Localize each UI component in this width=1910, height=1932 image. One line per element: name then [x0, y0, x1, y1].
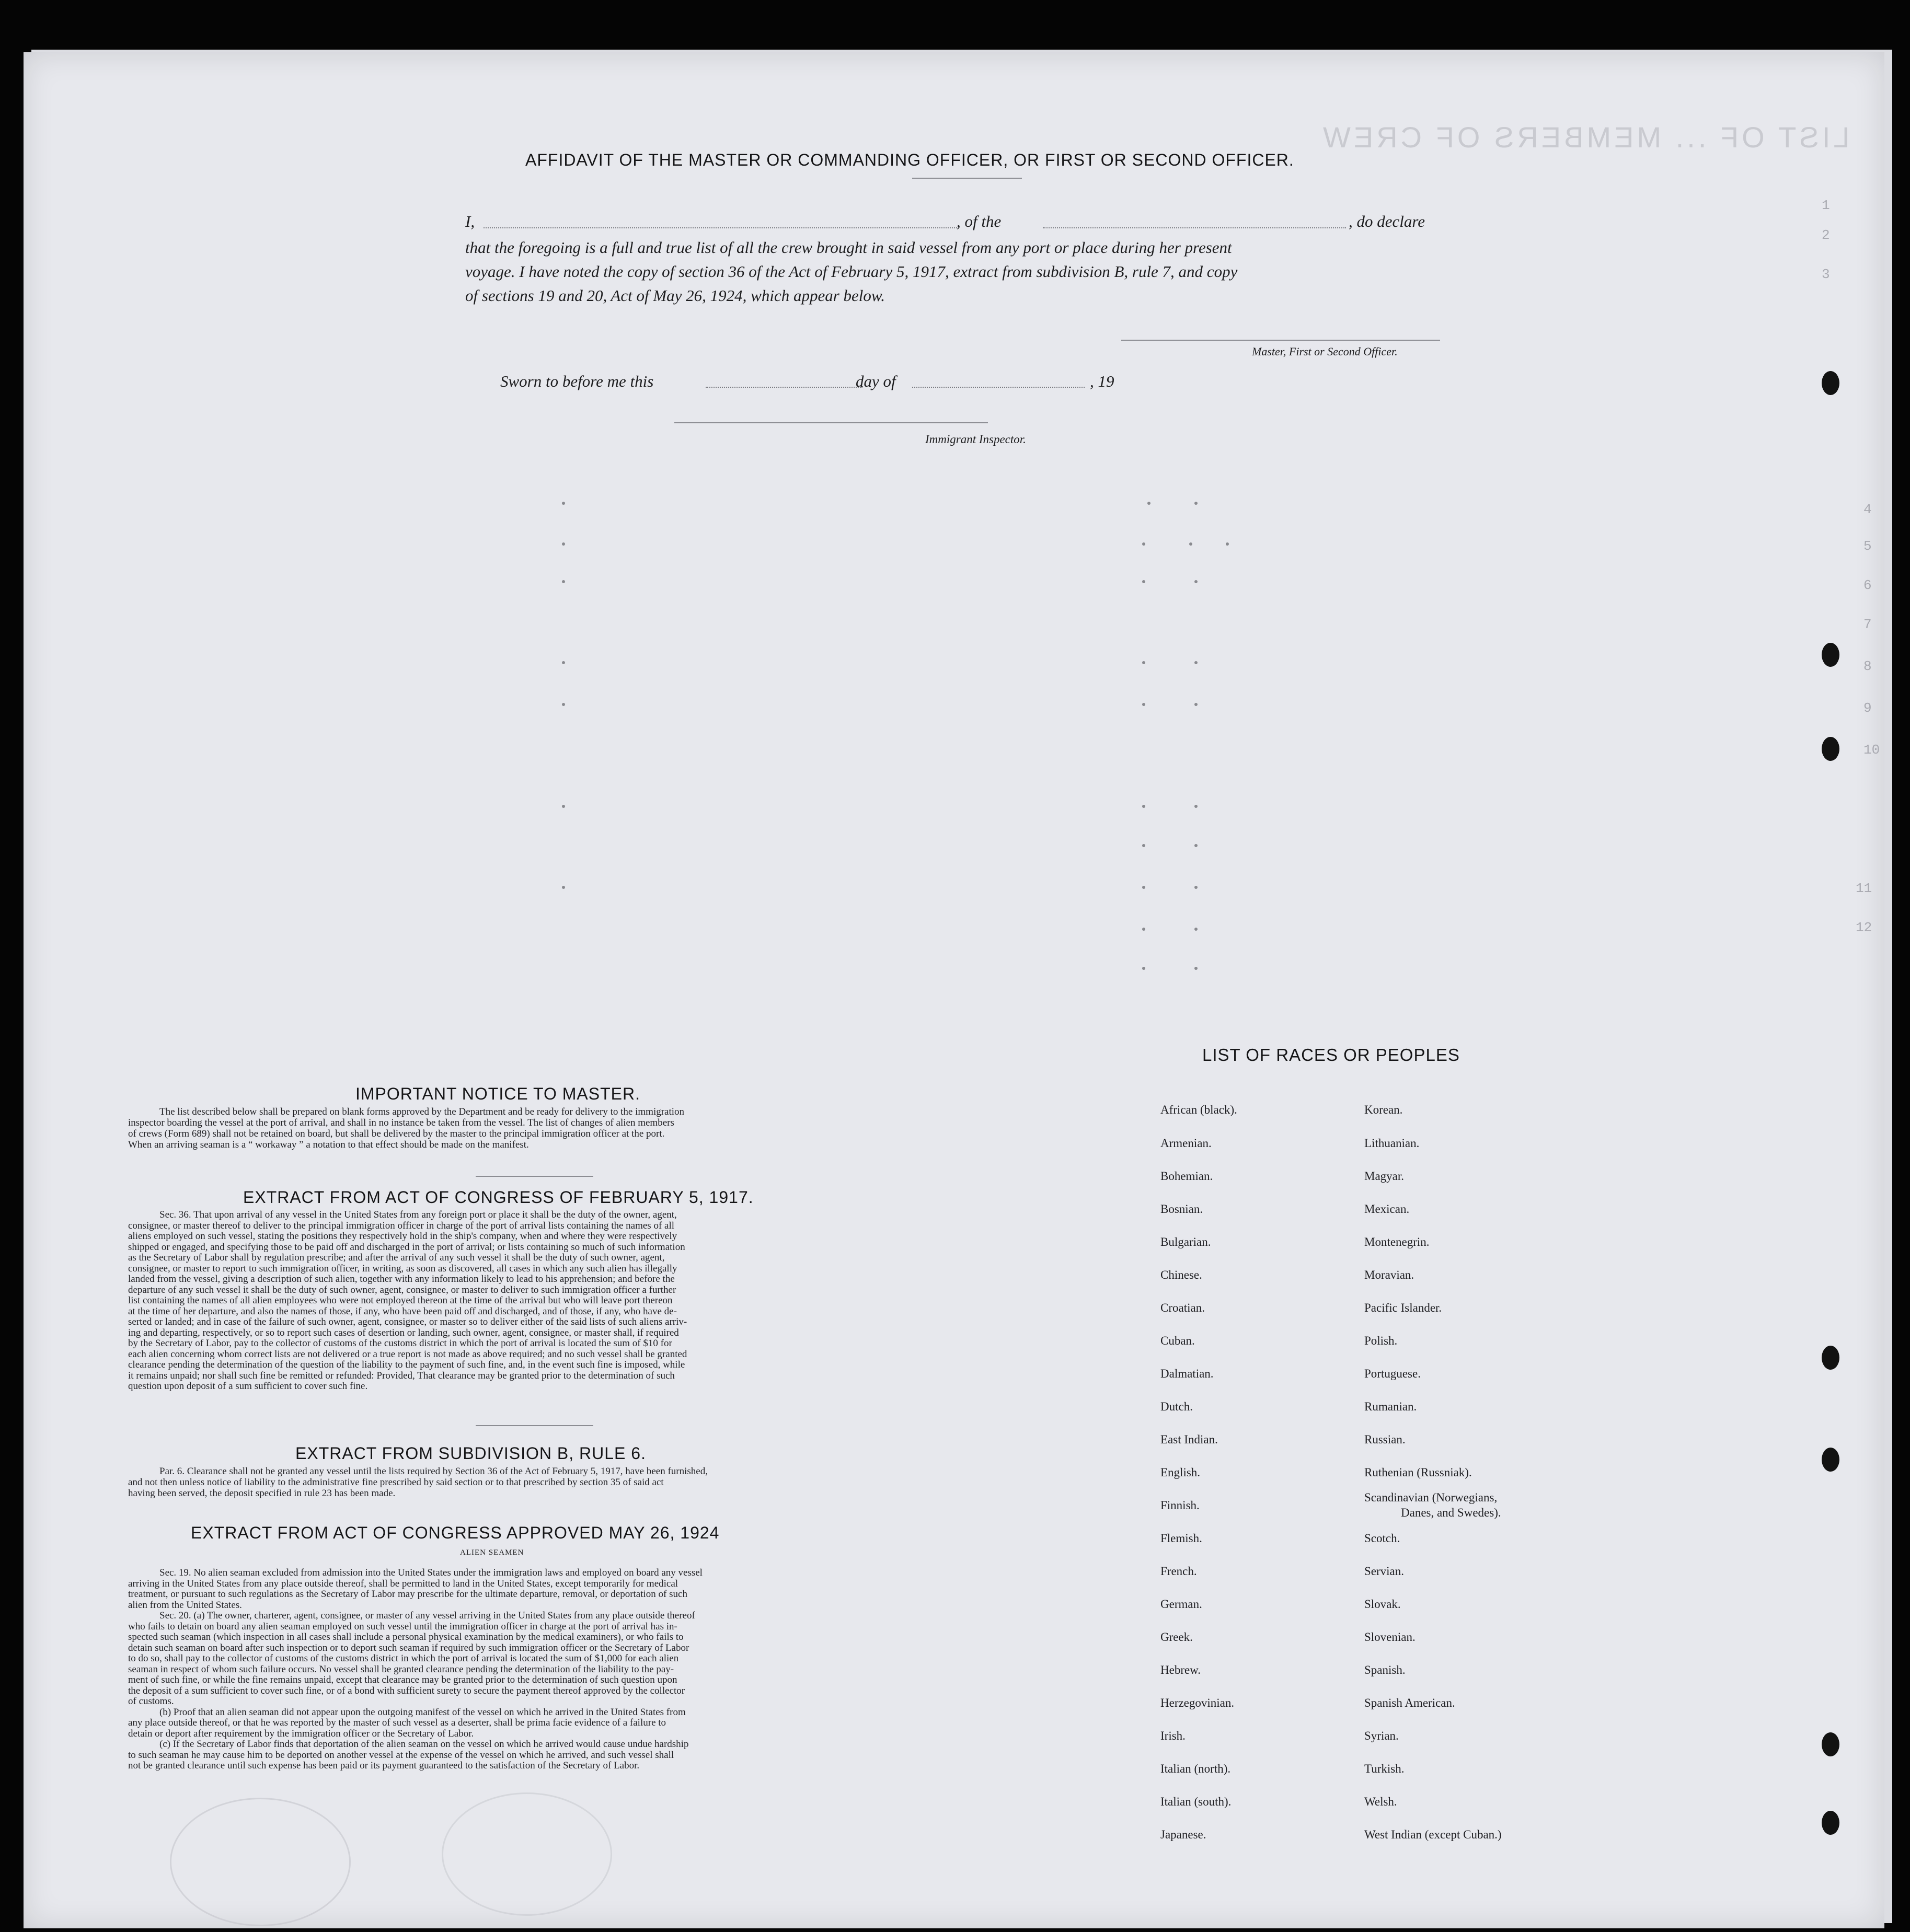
extract-1924-line: the deposit of a sum sufficient to cover such fine, or of a bond with sufficient surety to secure the payment thereof approved by the collector: [128, 1685, 685, 1696]
bleed-dot: [1147, 502, 1150, 505]
race-item: Greek.: [1160, 1630, 1193, 1644]
bleed-dot: [1142, 844, 1145, 847]
bleed-through-header: LIST OF ... MEMBERS OF CREW: [1320, 121, 1850, 154]
punch-hole: [1822, 1811, 1839, 1835]
extract-1917-body: [128, 1210, 928, 1392]
bleed-dot: [562, 703, 565, 706]
extract-1924-line: detain or deport after requirement by the immigration officer or the Secretary of Labor.: [128, 1728, 474, 1739]
bleed-mark: 12: [1856, 920, 1872, 935]
race-item: Scotch.: [1364, 1532, 1400, 1545]
extract-1917-line: consignee, or master thereof to deliver to the principal immigration officer in charge of the port of arrival lists containing the names of all: [128, 1220, 675, 1231]
bleed-mark: 2: [1822, 227, 1830, 243]
affidavit-title: AFFIDAVIT OF THE MASTER OR COMMANDING OFFICER, OR FIRST OR SECOND OFFICER.: [525, 151, 1294, 169]
section-divider: [476, 1425, 593, 1426]
race-item: Moravian.: [1364, 1268, 1414, 1281]
sworn-month-field[interactable]: [912, 387, 1085, 388]
rule-6-line: and not then unless notice of liability to the administrative fine prescribed by said section or to that prescribed by section 35 of said act: [128, 1477, 664, 1488]
race-item: Italian (north).: [1160, 1762, 1231, 1775]
vessel-field[interactable]: [1043, 227, 1346, 228]
extract-1924-line: to such seaman he may cause him to be deported on another vessel at the expense of the vessel on which he arrived, and such vessel shall: [128, 1749, 674, 1761]
bleed-dot: [562, 542, 565, 546]
inspector-caption: Immigrant Inspector.: [925, 433, 1026, 446]
bleed-dot: [1194, 661, 1198, 664]
race-item: Armenian.: [1160, 1137, 1212, 1150]
extract-1917-title: EXTRACT FROM ACT OF CONGRESS OF FEBRUARY 5, 1917.: [243, 1188, 754, 1207]
race-item: Hebrew.: [1160, 1663, 1201, 1676]
race-item: Magyar.: [1364, 1170, 1405, 1183]
race-item: Korean.: [1364, 1103, 1403, 1116]
race-item: Spanish.: [1364, 1663, 1406, 1676]
extract-1917-line: Sec. 36. That upon arrival of any vessel in the United States from any foreign port or place it shall be the duty of the owner, agent,: [159, 1209, 677, 1220]
extract-1917-line: as the Secretary of Labor shall by regulation prescribe; and after the arrival of any such vessel it shall be the duty of such owner, agent,: [128, 1252, 665, 1263]
bleed-dot: [1142, 661, 1145, 664]
bleed-mark: 7: [1863, 617, 1872, 632]
bleed-dot: [1194, 886, 1198, 889]
extract-1924-line: detain such seaman on board after such inspection or to deport such seaman if required by such immigration officer or the Secretary of Labor: [128, 1642, 689, 1653]
race-item: Mexican.: [1364, 1202, 1410, 1216]
extract-1917-line: consignee, or master to report to such immigration officer, in writing, as soon as discovered, all cases in which any such alien has illegally: [128, 1263, 677, 1274]
affidavit-of-the: , of the: [957, 212, 1002, 230]
extract-1924-body: [128, 1568, 928, 1772]
sworn-day-of: day of: [856, 372, 896, 390]
notice-title: IMPORTANT NOTICE TO MASTER.: [355, 1084, 640, 1103]
inspector-signature-line[interactable]: [674, 422, 988, 423]
punch-hole: [1822, 1346, 1839, 1370]
bleed-dot: [1194, 928, 1198, 931]
bleed-dot: [1194, 844, 1198, 847]
race-item: Danes, and Swedes).: [1401, 1506, 1501, 1519]
race-item: Slovak.: [1364, 1598, 1401, 1611]
punch-hole: [1822, 1732, 1839, 1756]
race-item: French.: [1160, 1565, 1197, 1578]
name-field[interactable]: [484, 227, 959, 228]
sworn-date-field[interactable]: [706, 387, 862, 388]
race-item: Welsh.: [1364, 1795, 1397, 1808]
sworn-prefix: Sworn to before me this: [500, 372, 654, 390]
bleed-dot: [1189, 542, 1192, 546]
punch-hole: [1822, 1448, 1839, 1472]
bleed-dot: [1142, 805, 1145, 808]
race-item: Croatian.: [1160, 1301, 1205, 1314]
extract-1924-line: spected such seaman (which inspection in all cases shall include a personal physical examination by the medical examiners), or who fails to: [128, 1632, 684, 1642]
race-item: Turkish.: [1364, 1762, 1405, 1775]
master-caption: Master, First or Second Officer.: [1252, 345, 1398, 358]
notice-body: [128, 1106, 928, 1150]
punch-hole: [1822, 371, 1839, 395]
race-item: Portuguese.: [1364, 1367, 1421, 1380]
affidavit-line-4: of sections 19 and 20, Act of May 26, 1924, which appear below.: [465, 286, 885, 305]
extract-1917-line: ing and departing, respectively, or so to report such cases of desertion or landing, such owner, agent, consignee, or master shall, if required: [128, 1327, 679, 1338]
race-item: Italian (south).: [1160, 1795, 1232, 1808]
extract-1917-line: it remains unpaid; nor shall such fine be remitted or refunded: Provided, That clearance may be granted prior to the determination of such: [128, 1370, 675, 1381]
race-item: Syrian.: [1364, 1729, 1399, 1742]
rule-6-line: Par. 6. Clearance shall not be granted any vessel until the lists required by Section 36 of the Act of February 5, 1917, have been furnished,: [159, 1466, 708, 1477]
bleed-dot: [1142, 580, 1145, 583]
extract-1917-line: list containing the names of all alien employees who were not employed thereon at the time of the arrival but who will leave port thereon: [128, 1295, 673, 1306]
race-item: Rumanian.: [1364, 1400, 1417, 1413]
race-item: Bosnian.: [1160, 1202, 1203, 1216]
race-item: Dalmatian.: [1160, 1367, 1214, 1380]
race-item: Irish.: [1160, 1729, 1186, 1742]
bleed-mark: 6: [1863, 577, 1872, 593]
race-item: English.: [1160, 1466, 1201, 1479]
bleed-mark: 9: [1863, 700, 1872, 716]
race-item: Ruthenian (Russniak).: [1364, 1466, 1472, 1479]
race-item: African (black).: [1160, 1103, 1237, 1116]
bleed-mark: 8: [1863, 658, 1872, 674]
punch-hole: [1822, 643, 1839, 667]
bleed-dot: [1194, 703, 1198, 706]
races-title: LIST OF RACES OR PEOPLES: [1202, 1045, 1460, 1065]
race-item: German.: [1160, 1598, 1202, 1611]
bleed-mark: 4: [1863, 502, 1872, 517]
extract-1924-line: arriving in the United States from any place outside thereof, shall be permitted to land in the United States, except temporarily for medical: [128, 1578, 678, 1589]
extract-1924-subtitle: ALIEN SEAMEN: [460, 1548, 524, 1557]
extract-1924-line: any place outside thereof, or that he was reported by the master of such vessel as a deserter, shall be prima facie evidence of a failure to: [128, 1717, 666, 1728]
race-item: Finnish.: [1160, 1499, 1200, 1512]
affidavit-declare: , do declare: [1349, 212, 1425, 230]
extract-1924-line: (b) Proof that an alien seaman did not appear upon the outgoing manifest of the vessel on which he arrived in the United States from: [159, 1706, 686, 1718]
master-signature-line[interactable]: [1121, 340, 1440, 341]
race-item: Polish.: [1364, 1334, 1398, 1347]
race-item: Chinese.: [1160, 1268, 1202, 1281]
extract-1917-line: landed from the vessel, giving a description of such alien, together with any information likely to lead to his apprehension; and before the: [128, 1274, 675, 1285]
race-item: Bulgarian.: [1160, 1235, 1211, 1248]
section-divider: [476, 1176, 593, 1177]
bleed-dot: [562, 886, 565, 889]
bleed-dot: [562, 661, 565, 664]
race-item: Spanish American.: [1364, 1696, 1455, 1709]
rule-6-body: [128, 1466, 928, 1499]
extract-1917-line: each alien concerning whom correct lists are not delivered or a true report is not made as above required; and no such vessel shall be granted: [128, 1348, 687, 1360]
title-underline: [912, 178, 1022, 179]
extract-1924-line: Sec. 19. No alien seaman excluded from admission into the United States under the immigration laws and employed on board any vessel: [159, 1567, 703, 1578]
affidavit-line-2: that the foregoing is a full and true list of all the crew brought in said vessel from any port or place during her present: [465, 238, 1232, 257]
notice-line: The list described below shall be prepared on blank forms approved by the Department and be ready for delivery to the immigration: [159, 1106, 685, 1117]
race-item: Japanese.: [1160, 1828, 1206, 1841]
extract-1917-line: serted or landed; and in case of the failure of such owner, agent, consignee, or master so to deliver either of the said lists of such aliens arriv-: [128, 1316, 687, 1327]
race-item: Dutch.: [1160, 1400, 1193, 1413]
extract-1924-line: Sec. 20. (a) The owner, charterer, agent, consignee, or master of any vessel arriving in the United States from any place outside thereof: [159, 1610, 695, 1621]
race-item: Servian.: [1364, 1565, 1405, 1578]
race-item: Flemish.: [1160, 1532, 1202, 1545]
race-item: Slovenian.: [1364, 1630, 1416, 1644]
notice-line: of crews (Form 689) shall not be retained on board, but shall be delivered by the master to the principal immigration officer at the port.: [128, 1128, 665, 1139]
race-item: Montenegrin.: [1364, 1235, 1430, 1248]
race-item: Cuban.: [1160, 1334, 1195, 1347]
bleed-dot: [1194, 805, 1198, 808]
race-item: Bohemian.: [1160, 1170, 1213, 1183]
document-page: [24, 52, 1884, 1928]
bleed-dot: [1142, 886, 1145, 889]
bleed-dot: [562, 502, 565, 505]
rule-6-title: EXTRACT FROM SUBDIVISION B, RULE 6.: [295, 1444, 646, 1463]
extract-1924-line: ment of such fine, or while the fine remains unpaid, except that clearance may be granted prior to the determination of such question upon: [128, 1674, 677, 1685]
bleed-dot: [1194, 580, 1198, 583]
stamp-impression: [170, 1798, 351, 1926]
affidavit-i: I,: [465, 212, 475, 230]
race-item: Lithuanian.: [1364, 1137, 1420, 1150]
race-item: Russian.: [1364, 1433, 1406, 1446]
extract-1924-line: not be granted clearance until such expense has been paid or its payment guaranteed to the satisfaction of the Secretary of Labor.: [128, 1760, 640, 1771]
extract-1917-line: clearance pending the determination of the question of the liability to the payment of such fine, and, in the event such fine is imposed, while: [128, 1359, 685, 1370]
race-item: Scandinavian (Norwegians,: [1364, 1491, 1498, 1504]
extract-1924-title: EXTRACT FROM ACT OF CONGRESS APPROVED MAY 26, 1924: [191, 1523, 720, 1542]
extract-1917-line: departure of any such vessel it shall be the duty of such owner, agent, consignee, or master to deliver to such immigration officer a further: [128, 1284, 676, 1295]
bleed-mark: 11: [1856, 881, 1872, 896]
notice-line: inspector boarding the vessel at the port of arrival, and shall in no instance be taken from the vessel. The list of changes of alien members: [128, 1117, 674, 1128]
bleed-dot: [1142, 542, 1145, 546]
bleed-dot: [1226, 542, 1229, 546]
bleed-dot: [1194, 967, 1198, 970]
bleed-mark: 1: [1822, 198, 1830, 213]
affidavit-line-3: voyage. I have noted the copy of section 36 of the Act of February 5, 1917, extract from subdivision B, rule 7, and copy: [465, 262, 1238, 281]
extract-1924-line: who fails to detain on board any alien seaman employed on such vessel until the immigration officer in charge at the port of arrival has in-: [128, 1621, 677, 1632]
extract-1917-line: at the time of her departure, and also the names of those, if any, who have been paid off and discharged, and of those, if any, who have de-: [128, 1305, 677, 1317]
race-item: Herzegovinian.: [1160, 1696, 1235, 1709]
extract-1924-line: to do so, shall pay to the collector of customs of the customs district in which the port of arrival is located the sum of $1,000 for each alien: [128, 1653, 679, 1664]
extract-1924-line: seaman in respect of whom such failure occurs. No vessel shall be granted clearance pending the determination of the liability to the pay-: [128, 1663, 674, 1675]
extract-1924-line: of customs.: [128, 1696, 174, 1707]
notice-line: When an arriving seaman is a “ workaway ” a notation to that effect should be made on the manifest.: [128, 1139, 529, 1150]
extract-1917-line: question upon deposit of a sum sufficient to cover such fine.: [128, 1381, 368, 1392]
bleed-dot: [562, 805, 565, 808]
bleed-dot: [1142, 967, 1145, 970]
race-item: West Indian (except Cuban.): [1364, 1828, 1502, 1841]
bleed-dot: [1194, 502, 1198, 505]
race-item: East Indian.: [1160, 1433, 1218, 1446]
extract-1917-line: by the Secretary of Labor, pay to the collector of customs of the customs district in which the port of arrival is located the sum of $10 for: [128, 1338, 672, 1349]
bleed-dot: [1142, 703, 1145, 706]
bleed-mark: 3: [1822, 267, 1830, 282]
race-item: Pacific Islander.: [1364, 1301, 1442, 1314]
extract-1917-line: aliens employed on such vessel, stating the positions they respectively hold in the ship's company, when and where they were respectively: [128, 1231, 677, 1242]
punch-hole: [1822, 737, 1839, 761]
extract-1924-line: alien from the United States.: [128, 1599, 242, 1611]
extract-1924-line: (c) If the Secretary of Labor finds that deportation of the alien seaman on the vessel on which he arrived would cause undue hardship: [159, 1739, 689, 1750]
bleed-dot: [1142, 928, 1145, 931]
bleed-mark: 5: [1863, 538, 1872, 554]
extract-1917-line: shipped or engaged, and specifying those to be paid off and discharged in the port of arrival; or lists containing so much of such information: [128, 1241, 685, 1253]
sworn-year: , 19: [1090, 372, 1114, 390]
extract-1924-line: treatment, or pursuant to such regulations as the Secretary of Labor may prescribe for the ultimate departure, removal, or deportation of such: [128, 1589, 687, 1600]
bleed-mark: 10: [1863, 742, 1880, 758]
bleed-dot: [562, 580, 565, 583]
stamp-impression: [442, 1792, 612, 1916]
rule-6-line: having been served, the deposit specified in rule 23 has been made.: [128, 1488, 396, 1499]
